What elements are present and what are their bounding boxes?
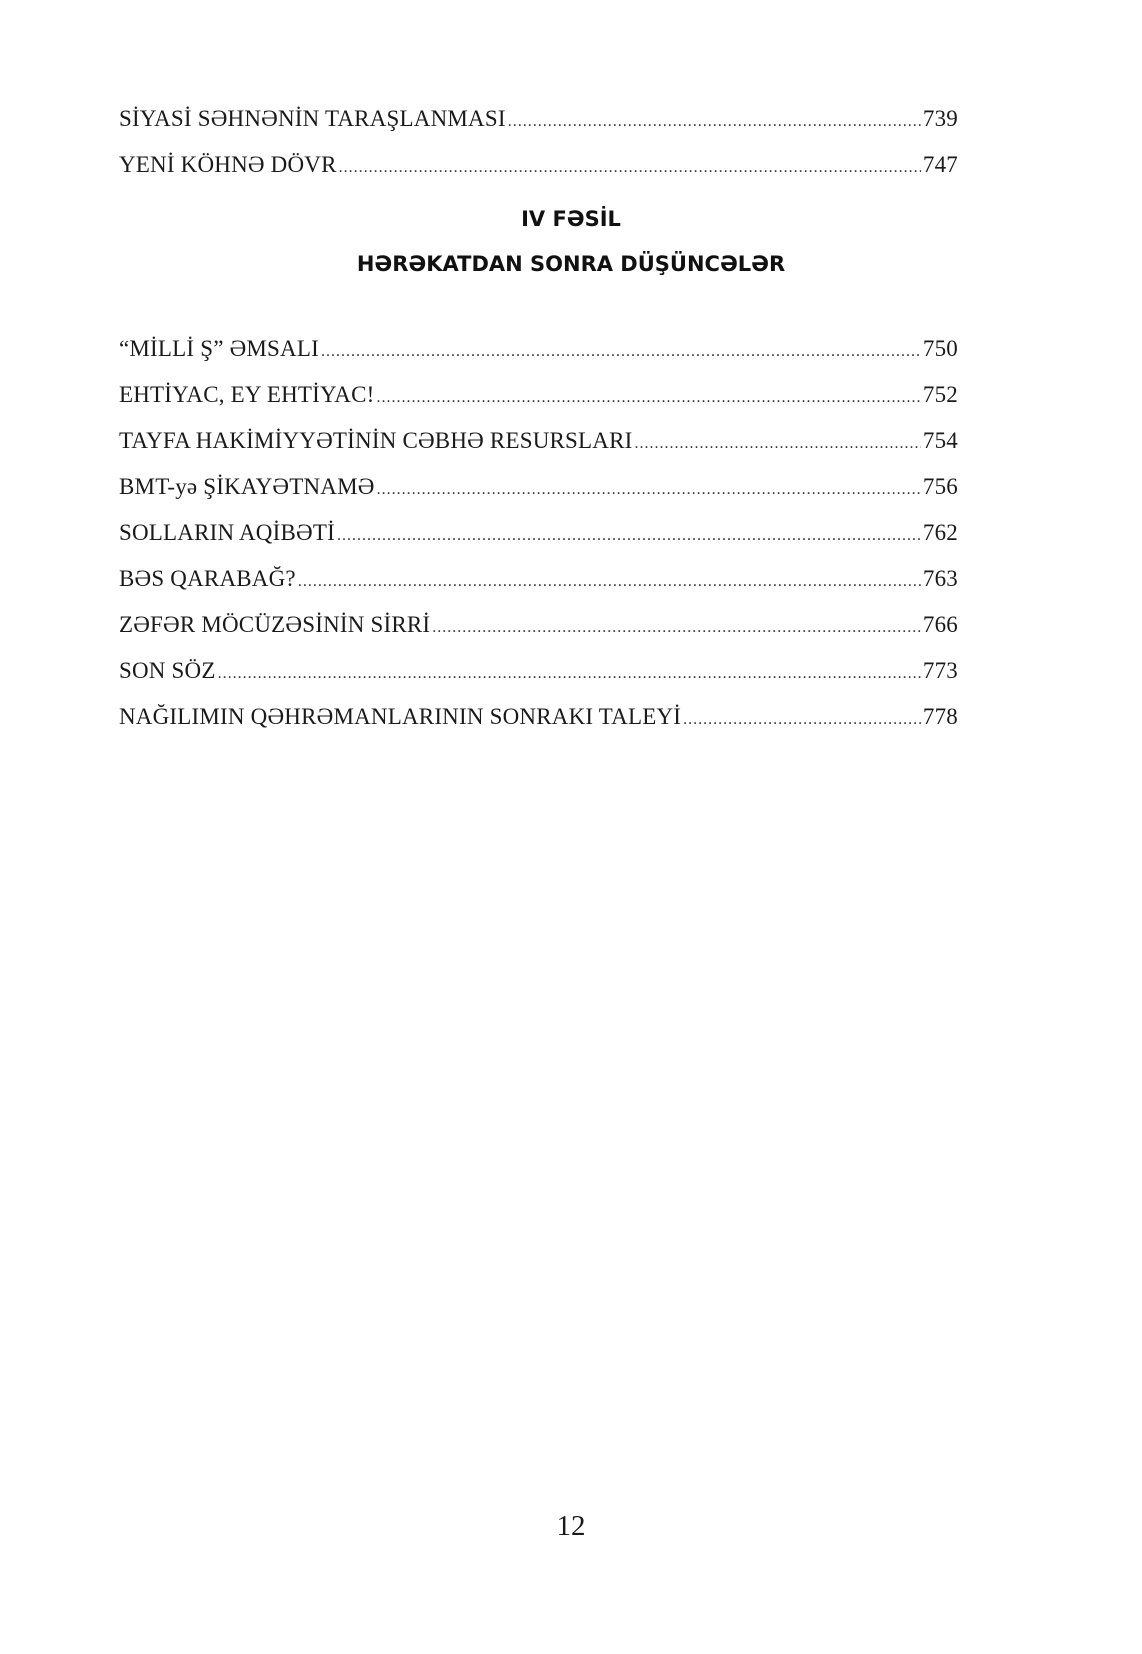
toc-leader-dots — [298, 573, 921, 591]
toc-entry-page: 754 — [922, 428, 958, 453]
toc-entry[interactable] — [119, 428, 958, 474]
toc-entry-page: 747 — [922, 152, 958, 177]
toc-leader-dots — [683, 711, 921, 729]
toc-entry-page: 739 — [922, 106, 958, 131]
toc-entry[interactable] — [119, 658, 958, 704]
toc-entry-title: SİYASİ SƏHNƏNİN TARAŞLANMASI — [119, 106, 506, 131]
toc-entry-title: SOLLARIN AQİBƏTİ — [119, 520, 335, 545]
toc-entry-page: 762 — [922, 520, 958, 545]
toc-entry[interactable] — [119, 152, 958, 198]
toc-entry-title: “MİLLİ Ş” ƏMSALI — [119, 336, 319, 361]
toc-entry[interactable] — [119, 612, 958, 658]
toc-leader-dots — [321, 343, 921, 361]
toc-entry-page: 752 — [922, 382, 958, 407]
toc-entry-title: EHTİYAC, EY EHTİYAC! — [119, 382, 375, 407]
toc-entry-page: 778 — [922, 704, 958, 729]
toc-entry-title: NAĞILIMIN QƏHRƏMANLARININ SONRAKI TALEYİ — [119, 704, 682, 729]
toc-entry-page: 750 — [922, 336, 958, 361]
toc-entry[interactable] — [119, 106, 958, 152]
toc-entry[interactable] — [119, 382, 958, 428]
toc-leader-dots — [376, 389, 920, 407]
toc-entry[interactable] — [119, 704, 958, 750]
toc-leader-dots — [218, 665, 921, 683]
toc-leader-dots — [508, 113, 921, 131]
toc-continued-list — [119, 106, 958, 198]
chapter-title: HƏRƏKATDAN SONRA DÜŞÜNCƏLƏR — [356, 252, 786, 276]
toc-leader-dots — [635, 435, 921, 453]
toc-entry-title: SON SÖZ — [119, 658, 216, 683]
toc-entry-title: TAYFA HAKİMİYYƏTİNİN CƏBHƏ RESURSLARI — [119, 428, 633, 453]
toc-chapter-list — [119, 336, 958, 750]
toc-entry-page: 766 — [922, 612, 958, 637]
toc-entry-title: YENİ KÖHNƏ DÖVR — [119, 152, 337, 177]
toc-entry-page: 756 — [922, 474, 958, 499]
toc-entry-page: 773 — [922, 658, 958, 683]
page-number: 12 — [556, 1510, 586, 1542]
toc-entry-title: ZƏFƏR MÖCÜZƏSİNİN SİRRİ — [119, 612, 431, 637]
toc-entry-page: 763 — [922, 566, 958, 591]
toc-leader-dots — [337, 527, 921, 545]
toc-leader-dots — [339, 159, 921, 177]
toc-entry[interactable] — [119, 336, 958, 382]
toc-entry-title: BMT-yə ŞİKAYƏTNAMƏ — [119, 474, 375, 499]
toc-entry-title: BƏS QARABAĞ? — [119, 566, 296, 591]
toc-entry[interactable] — [119, 566, 958, 612]
chapter-label: IV FƏSİL — [521, 207, 621, 231]
toc-leader-dots — [377, 481, 921, 499]
toc-leader-dots — [432, 619, 921, 637]
toc-entry[interactable] — [119, 474, 958, 520]
toc-entry[interactable] — [119, 520, 958, 566]
